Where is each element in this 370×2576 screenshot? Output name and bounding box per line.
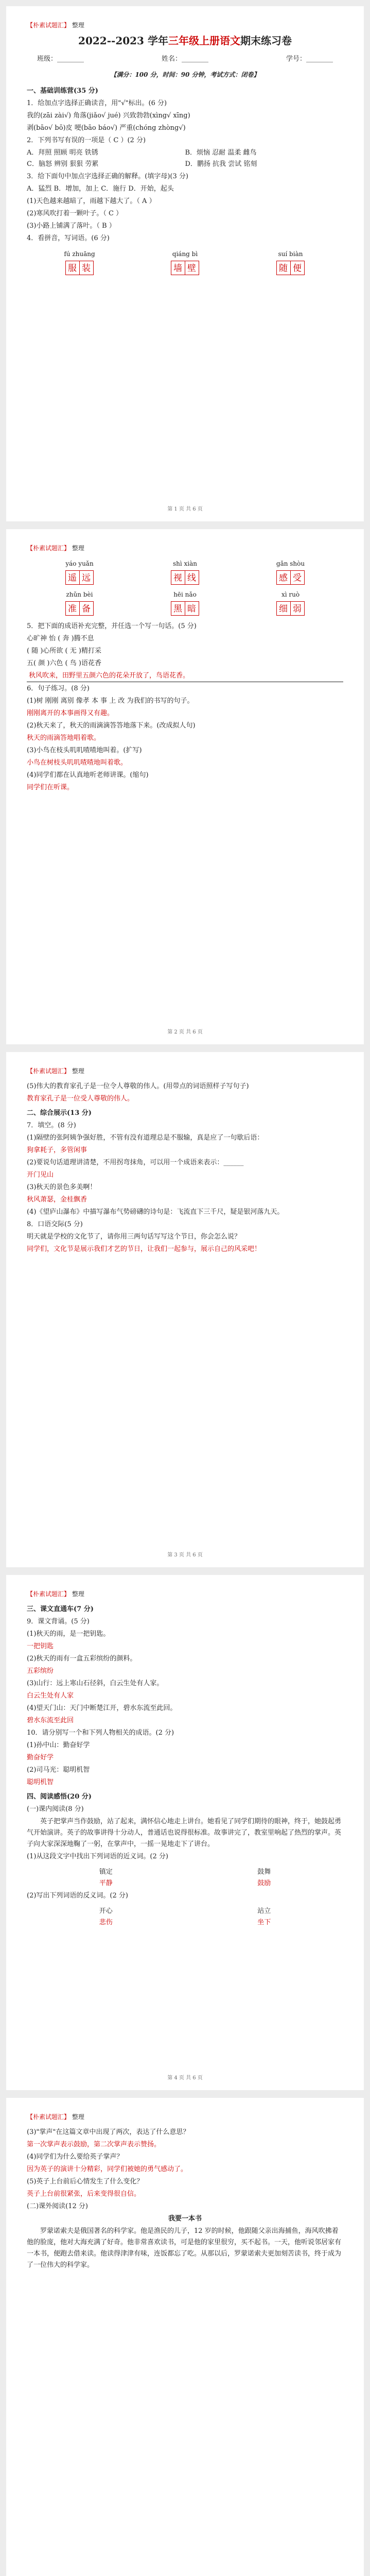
page-header: 【朴素试题汇】 整理 — [27, 1590, 84, 1598]
page-header: 【朴素试题汇】 整理 — [27, 22, 84, 29]
answer-line: (1)天色越来越暗了，雨越下越大了。（ A ） — [27, 197, 156, 205]
pinyin-row: zhǔn bèi 准 备 hēi nǎo 黑 暗 xì ruò 细 弱 — [27, 589, 343, 616]
answer-text: 教育家孔子是一位受人尊敬的伟人。 — [27, 1095, 134, 1103]
question: 2．下列书写有误的一项是（ C ）(2 分) — [27, 137, 146, 144]
page-5 — [6, 2098, 364, 2576]
question: 明天就是学校的文化节了，请你用三两句话写写这个节日，你会怎么说？ — [27, 1233, 241, 1241]
question: (4)同学们为什么要给英子掌声？ — [27, 2153, 124, 2161]
question: 3．给下面句中加点字选择正确的解释。(填字母)(3 分) — [27, 173, 188, 180]
section-heading: 二、综合展示(13 分) — [27, 1109, 92, 1117]
answer-line: 剥(bāo√ bō)皮 哽(bāo báo√) 严重(chóng zhòng√) — [27, 124, 186, 132]
question: (3)"掌声"在这篇文章中出现了两次，表达了什么意思？ — [27, 2128, 190, 2136]
page-1 — [6, 6, 364, 521]
page-footer: 第 3 页 共 6 页 — [167, 1552, 203, 1558]
section-heading: 一、基础训练营(35 分) — [27, 87, 98, 95]
answer-line: 心旷神 怡 ( 奔 )腾不息 — [27, 635, 94, 642]
answer-text: 刚刚离开的本事画得又有趣。 — [27, 709, 114, 717]
pinyin-row: fú zhuāng 服 装 qiáng bì 墙 壁 suí biàn 随 便 — [27, 248, 343, 275]
choice-list: A．拜照 照顾 明亮 铁锈 B．烦恼 忍耐 温柔 雌鸟 C．脑怒 辨别 狠狠 劳累 D．鹏扬 抗我 尝试 铭刻 — [27, 149, 257, 168]
section-heading: 三、课文直通车(7 分) — [27, 1605, 94, 1613]
word-row: 开心 悲伤 站立 坐下 — [99, 1907, 271, 1926]
question: 10．请分别写一个和下列人物相关的成语。(2 分) — [27, 1729, 174, 1737]
page-title: 2022--2023 学年三年级上册语文期末练习卷 — [78, 35, 292, 47]
answer-text: 开门见山 — [27, 1171, 54, 1179]
answer-line: ( 随 )心所欲 ( 无 )精打采 — [27, 647, 101, 655]
question: (5)伟大的教育家孔子是一位令人尊敬的伟人。(用带点的词语照样子写句子) — [27, 1082, 249, 1090]
question: (4)《望庐山瀑布》中描写瀑布气势磅礴的诗句是：飞流直下三千尺，疑是银河落九天。 — [27, 1208, 284, 1216]
question: 1．给加点字选择正确读音，用"√"标出。(6 分) — [27, 99, 167, 107]
page-footer: 第 1 页 共 6 页 — [167, 506, 203, 512]
answer-text: 秋风吹来，田野里五颜六色的花朵开放了，鸟语花香。 — [27, 670, 343, 682]
answer-text: 一把钥匙 — [27, 1642, 54, 1650]
question: 7．填空。(8 分) — [27, 1122, 76, 1129]
question: (3)山行：远上寒山石径斜，白云生处有人家。 — [27, 1680, 164, 1687]
page-header: 【朴素试题汇】 整理 — [27, 1067, 84, 1075]
answer-text: 五彩缤纷 — [27, 1667, 54, 1675]
answer-text: 白云生处有人家 — [27, 1692, 74, 1700]
answer-line: 五( 颜 )六色 ( 鸟 )语花香 — [27, 659, 101, 667]
answer-text: 英子上台前很紧张，后来变得很自信。 — [27, 2190, 141, 2198]
question: (1)从这段文字中找出下列词语的近义词。(2 分) — [27, 1853, 168, 1860]
answer-text: 聪明机智 — [27, 1778, 54, 1786]
question: (1)隔壁的张阿姨争强好胜，不管有没有道理总是不服输，真是应了一句歇后语： — [27, 1134, 264, 1142]
subsection-heading: (一)课内阅读(8 分) — [27, 1805, 84, 1813]
page-header: 【朴素试题汇】 整理 — [27, 545, 84, 552]
page-2 — [6, 529, 364, 1044]
question: (1)孙中山：勤奋好学 — [27, 1741, 90, 1749]
passage-title: 我要一本书 — [168, 2215, 202, 2223]
answer-text: 狗拿耗子，多管闲事 — [27, 1146, 87, 1154]
question: (1)秋天的雨，是一把钥匙。 — [27, 1630, 110, 1638]
question: (2)秋天的雨有一盒五彩缤纷的颜料。 — [27, 1655, 137, 1663]
answer-line: 我的(zāi zài√) 角落(jiǎo√ jué) 兴致勃勃(xìng√ xīng) — [27, 112, 190, 120]
question: (2)司马光：聪明机智 — [27, 1766, 90, 1774]
word-row: 镇定 平静 鼓舞 鼓励 — [99, 1868, 271, 1887]
answer-text: 秋天的雨滴答地唱着歌。 — [27, 734, 101, 742]
student-info: 班级：________ 姓名：________ 学号：________ — [37, 55, 333, 63]
choice-list: A．猛烈 B．增加，加上 C．施行 D．开始，起头 — [27, 185, 174, 193]
question: (3)秋天的景色多美啊！ — [27, 1183, 97, 1191]
answer-line: (3)小路上铺满了落叶。（ B ） — [27, 222, 116, 230]
page-4 — [6, 1575, 364, 2090]
answer-text: 秋风萧瑟，金桂飘香 — [27, 1196, 87, 1204]
question: 5．把下面的成语补充完整，并任选一个写一句话。(5 分) — [27, 622, 197, 630]
page-3 — [6, 1052, 364, 1567]
page-header: 【朴素试题汇】 整理 — [27, 2113, 84, 2121]
reading-passage: 英子把掌声当作鼓励，站了起来，满怀信心地走上讲台。她看见了同学们期待的眼神，终于，她鼓起勇气开始演讲。英子的故事讲得十分动人，普通话也说得很标准。故事讲完了，教室里响起了热烈的掌声。英子向大家深深地鞠了一躬，在掌声中，一摇一晃地走下了讲台。 — [27, 1818, 342, 1848]
page-footer: 第 2 页 共 6 页 — [167, 1029, 203, 1035]
answer-text: 因为英子的演讲十分精彩，同学们被她的勇气感动了。 — [27, 2165, 188, 2173]
question: (5)英子上台前后心情发生了什么变化？ — [27, 2178, 144, 2185]
section-heading: 四、阅读感悟(20 分) — [27, 1793, 92, 1801]
question: (2)秋天来了，秋天的雨滴滴答答地落下来。(改成拟人句) — [27, 722, 196, 730]
question: (4)同学们都在认真地听老师讲课。(缩句) — [27, 771, 149, 779]
page-footer: 第 4 页 共 6 页 — [167, 2075, 203, 2081]
question: (3)小鸟在枝头叽叽喳喳地叫着。(扩写) — [27, 747, 142, 754]
answer-text: 同学们在听课。 — [27, 784, 74, 791]
question: 4．看拼音，写词语。(6 分) — [27, 234, 110, 242]
reading-passage: 罗蒙诺索夫是俄国著名的科学家。他是渔民的儿子，12 岁的时候，他跟随父亲出海捕鱼，海风吹拂着他的脸庞，他对大海充满了好奇。他非常喜欢读书，可是他的家里很穷，买不起书。一天，他听说邻居家有一本书，便跑去借来读。他读得津津有味，连饭都忘了吃。从那以后，罗蒙诺索夫更加刻苦读书，终于成为了一位伟大的科学家。 — [27, 2227, 342, 2269]
answer-text: 小鸟在树枝头叽叽喳喳地叫着歌。 — [27, 759, 128, 767]
answer-text: 碧水东流至此回 — [27, 1717, 74, 1724]
answer-text: 第一次掌声表示鼓励，第二次掌声表示赞扬。 — [27, 2141, 161, 2148]
answer-text: 勤奋好学 — [27, 1754, 54, 1761]
question: (1)树 刚刚 离别 像孝 本 事 上 改 为我们的书写的句子。 — [27, 697, 194, 705]
question: 8．口语交际(5 分) — [27, 1221, 83, 1228]
exam-note: 【满分：100 分，时间：90 分钟，考试方式：闭卷】 — [110, 71, 260, 78]
question: 9．课文背诵。(5 分) — [27, 1618, 90, 1625]
subsection-heading: (二)课外阅读(12 分) — [27, 2202, 88, 2210]
answer-line: (2)寒风吹打着一颗叶子。（ C ） — [27, 210, 123, 217]
question: 6．句子练习。(8 分) — [27, 685, 90, 692]
answer-text: 同学们，文化节是展示我们才艺的节日，让我们一起参与，展示自己的风采吧！ — [27, 1245, 261, 1253]
pinyin-row: yáo yuǎn 遥 远 shì xiàn 视 线 gǎn shòu 感 受 — [27, 558, 343, 585]
question: (4)望天门山：天门中断楚江开，碧水东流至此回。 — [27, 1704, 177, 1712]
question: (2)要说句话道理讲清楚，不用拐弯抹角，可以用一个成语来表示：______ — [27, 1159, 244, 1166]
question: (2)写出下列词语的反义词。(2 分) — [27, 1892, 128, 1900]
